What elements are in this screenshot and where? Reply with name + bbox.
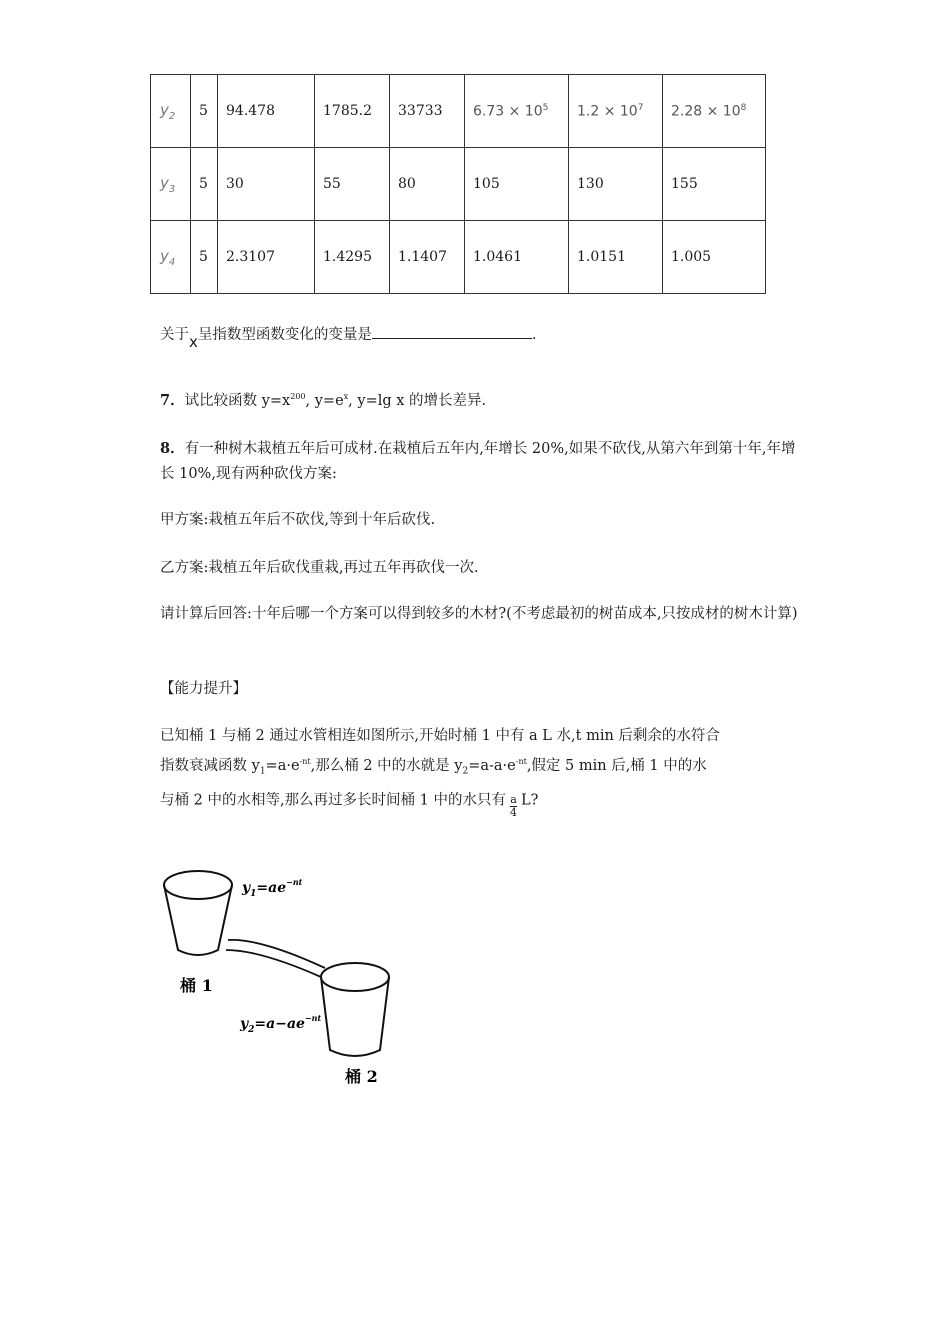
table-row (151, 75, 766, 148)
q8-question: 请计算后回答:十年后哪一个方案可以得到较多的木材?(不考虑最初的树苗成本,只按成材的树木计算) (160, 606, 798, 622)
plan-a: 甲方案:栽植五年后不砍伐,等到十年后砍伐. (160, 512, 436, 528)
table-cell: 30 (218, 148, 315, 221)
fraction: $\frac{a}{4}$ (510, 793, 517, 819)
table-cell: $6.73 \times 10^5$ (465, 75, 569, 148)
table-cell: 5 (191, 221, 218, 294)
table-cell: 1.005 (663, 221, 766, 294)
eq-y1: $y_1=ae^{-nt}$ (242, 877, 303, 899)
bucket-2-label: 桶 2 (345, 1067, 378, 1086)
bucket-1 (164, 871, 232, 955)
table-cell: 33733 (390, 75, 465, 148)
table-cell: 94.478 (218, 75, 315, 148)
table-cell: 130 (569, 148, 663, 221)
table-row (151, 221, 766, 294)
var-cell: $y_3$ (151, 148, 191, 221)
var-cell: $y_2$ (151, 75, 191, 148)
q6-line: 关于x呈指数型函数变化的变量是 . (160, 322, 537, 347)
eq-y2: $y_2=a-ae^{-nt}$ (240, 1013, 322, 1035)
pipe (226, 940, 325, 977)
section-title: 【能力提升】 (160, 681, 247, 697)
table-cell: 5 (191, 75, 218, 148)
plan-b: 乙方案:栽植五年后砍伐重栽,再过五年再砍伐一次. (160, 560, 479, 576)
table-cell: 1.1407 (390, 221, 465, 294)
table-cell: 55 (315, 148, 390, 221)
table-cell: 1785.2 (315, 75, 390, 148)
data-table (150, 74, 766, 294)
answer-blank (372, 324, 532, 339)
problem-line-2: 指数衰减函数 $y_1=a\cdot e^{-nt}$,那么桶 2 中的水就是 $y_2=a-a\cdot e^{-nt}$,假定 5 min 后,桶 1 中的水 (160, 757, 707, 777)
buckets-figure (150, 860, 430, 1100)
table-cell: 2.3107 (218, 221, 315, 294)
bucket-2 (321, 963, 389, 1056)
table-row (151, 148, 766, 221)
table-cell: 1.0151 (569, 221, 663, 294)
table-cell: 80 (390, 148, 465, 221)
bucket-1-label: 桶 1 (180, 976, 213, 995)
problem-line-1: 已知桶 1 与桶 2 通过水管相连如图所示,开始时桶 1 中有 a L 水,t min 后剩余的水符合 (160, 728, 720, 744)
table-cell: 5 (191, 148, 218, 221)
table-cell: 1.0461 (465, 221, 569, 294)
var-cell: $y_4$ (151, 221, 191, 294)
problem-line-3: 与桶 2 中的水相等,那么再过多长时间桶 1 中的水只有 $\frac{a}{4}$ L? (160, 792, 539, 819)
table-cell: 155 (663, 148, 766, 221)
table-cell: 105 (465, 148, 569, 221)
table-cell: $2.28 \times 10^8$ (663, 75, 766, 148)
q8-paragraph: 8．有一种树木栽植五年后可成材.在栽植后五年内,年增长 20%,如果不砍伐,从第六年到第十年,年增长 10%,现有两种砍伐方案: (160, 440, 796, 482)
q7-line: 7．试比较函数 $y=x^{200}$, $y=e^x$, y=lg x 的增长差异. (160, 392, 487, 409)
table-cell: $1.2 \times 10^7$ (569, 75, 663, 148)
table-cell: 1.4295 (315, 221, 390, 294)
